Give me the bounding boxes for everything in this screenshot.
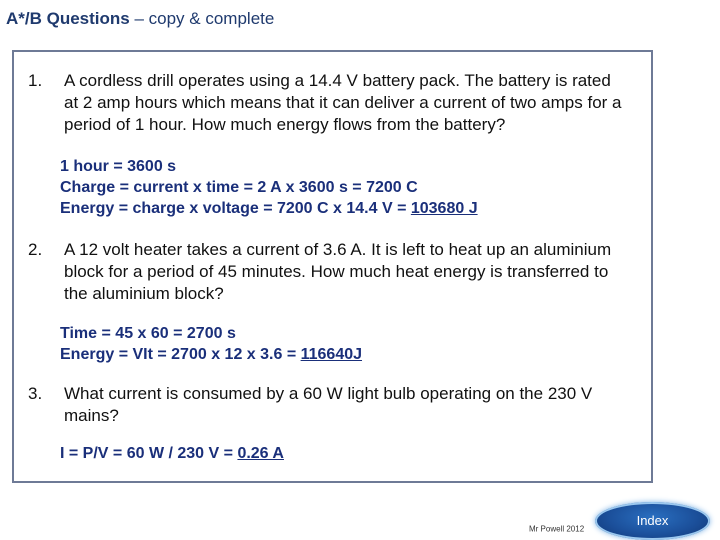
answer-final-line (60, 198, 478, 219)
answer-final-line (60, 344, 362, 365)
answer-line: Time = 45 x 60 = 2700 s (60, 325, 236, 342)
author-credit: Mr Powell 2012 (529, 524, 585, 534)
question-number: 3. (28, 384, 43, 403)
title-strong: A*/B Questions (6, 9, 130, 28)
question-text: A cordless drill operates using a 14.4 V battery pack. The battery is rated at 2 amp hours which means that it can deliver a current of two amps for a period of 1 hour. How much energy flows from the battery? (64, 71, 622, 134)
answer-1 (60, 156, 478, 219)
answer-final-prefix: Energy = charge x voltage = 7200 C x 14.4 V = (60, 200, 411, 217)
question-text: What current is consumed by a 60 W light bulb operating on the 230 V mains? (64, 384, 593, 425)
answer-line: 1 hour = 3600 s (60, 158, 177, 175)
answer-final-prefix: I = P/V = 60 W / 230 V = (60, 445, 238, 462)
answer-final-prefix: Energy = VIt = 2700 x 12 x 3.6 = (60, 346, 301, 363)
answer-3 (60, 443, 284, 464)
page-title (6, 9, 274, 29)
answer-final-result: 0.26 A (237, 445, 284, 462)
answer-final-line (60, 443, 284, 464)
question-text: A 12 volt heater takes a current of 3.6 A. It is left to heat up an aluminium block for a period of 45 minutes. How much heat energy is transferred to the aluminium block? (64, 240, 612, 303)
question-1 (28, 70, 648, 140)
answer-line: Charge = current x time = 2 A x 3600 s = 7200 C (60, 179, 418, 196)
title-rest: – copy & complete (129, 9, 275, 28)
question-number: 1. (28, 71, 43, 90)
question-2 (28, 239, 648, 309)
answer-final-result: 116640J (300, 346, 363, 363)
question-3 (28, 383, 648, 431)
answer-final-result: 103680 J (410, 200, 478, 217)
question-number: 2. (28, 240, 43, 259)
answer-2 (60, 323, 362, 365)
index-button[interactable]: Index (595, 502, 710, 540)
questions-box (12, 50, 653, 483)
